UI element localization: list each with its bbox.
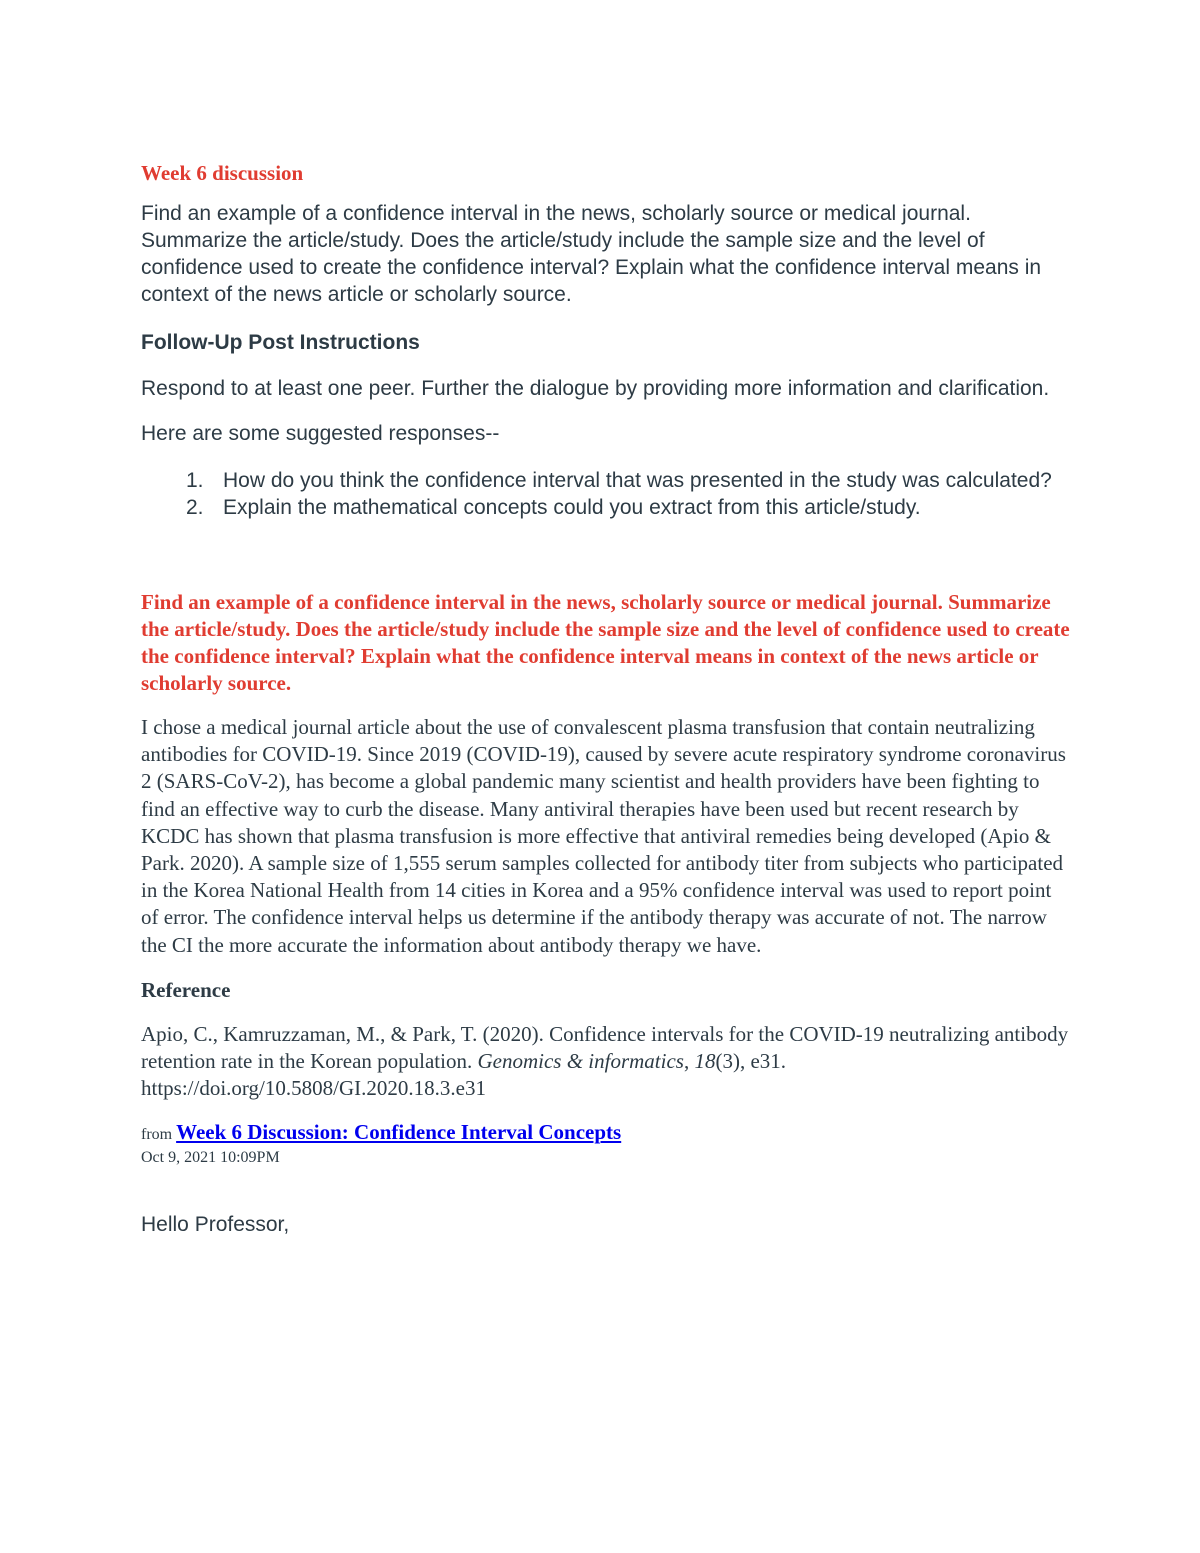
discussion-prompt: Find an example of a confidence interval in the news, scholarly source or medical journal. Summarize the article/study. Does the article/study include the sample size and the level of confidence used to create the confidence interval? Explain what the confidence interval means in context of the news article or scholarly source. (141, 202, 1042, 306)
page-title: Week 6 discussion (141, 161, 304, 185)
citation-authors-title: Apio, C., Kamruzzaman, M., & Park, T. (2020). Confidence intervals for the COVID-19 neutralizing antibody retention rate in the Korean population. (141, 1021, 1069, 1073)
followup-heading: Follow-Up Post Instructions (141, 331, 420, 354)
suggested-responses-list (141, 467, 1071, 521)
from-label: from (141, 1125, 173, 1143)
list-text: How do you think the confidence interval that was presented in the study was calculated? (223, 469, 1052, 492)
list-number: 2. (186, 496, 204, 519)
greeting: Hello Professor, (141, 1212, 290, 1236)
document-content (141, 156, 1071, 1238)
followup-text: Respond to at least one peer. Further the dialogue by providing more information and clarification. (141, 377, 1050, 400)
citation-issue-doi: (3), e31. https://doi.org/10.5808/GI.2020.18.3.e31 (141, 1048, 787, 1100)
citation-volume: 18 (694, 1048, 716, 1073)
reference-citation (141, 1021, 1071, 1102)
citation-separator: , (683, 1048, 695, 1073)
source-line (141, 1120, 1071, 1147)
suggested-intro: Here are some suggested responses-- (141, 422, 500, 445)
reference-heading: Reference (141, 977, 231, 1002)
discussion-link[interactable]: Week 6 Discussion: Confidence Interval Concepts (176, 1119, 622, 1144)
list-item (141, 494, 1071, 521)
answer-text: I chose a medical journal article about the use of convalescent plasma transfusion that contain neutralizing antibodies for COVID-19. Since 2019 (COVID-19), caused by severe acute respiratory syndrome coronavirus 2 (SARS-CoV-2), has become a global pandemic many scientist and health providers have been fighting to find an effective way to curb the disease. Many antiviral therapies have been used but recent research by KCDC has shown that plasma transfusion is more effective that antiviral remedies being developed (Apio & Park. 2020). A sample size of 1,555 serum samples collected for antibody titer from subjects who participated in the Korea National Health from 14 cities in Korea and a 95% confidence interval was used to report point of error. The confidence interval helps us determine if the antibody therapy was accurate of not. The narrow the CI the more accurate the information about antibody therapy we have. (141, 715, 1066, 957)
question-repeat: Find an example of a confidence interval in the news, scholarly source or medical journal. Summarize the article/study. Does the article/study include the sample size and the level of confidence used to create the confidence interval? Explain what the confidence interval means in context of the news article or scholarly source. (141, 590, 1070, 695)
citation-journal: Genomics & informatics (477, 1048, 684, 1073)
post-date: Oct 9, 2021 10:09PM (141, 1148, 280, 1166)
list-item (141, 467, 1071, 494)
list-number: 1. (186, 469, 204, 492)
list-text: Explain the mathematical concepts could you extract from this article/study. (223, 496, 921, 519)
